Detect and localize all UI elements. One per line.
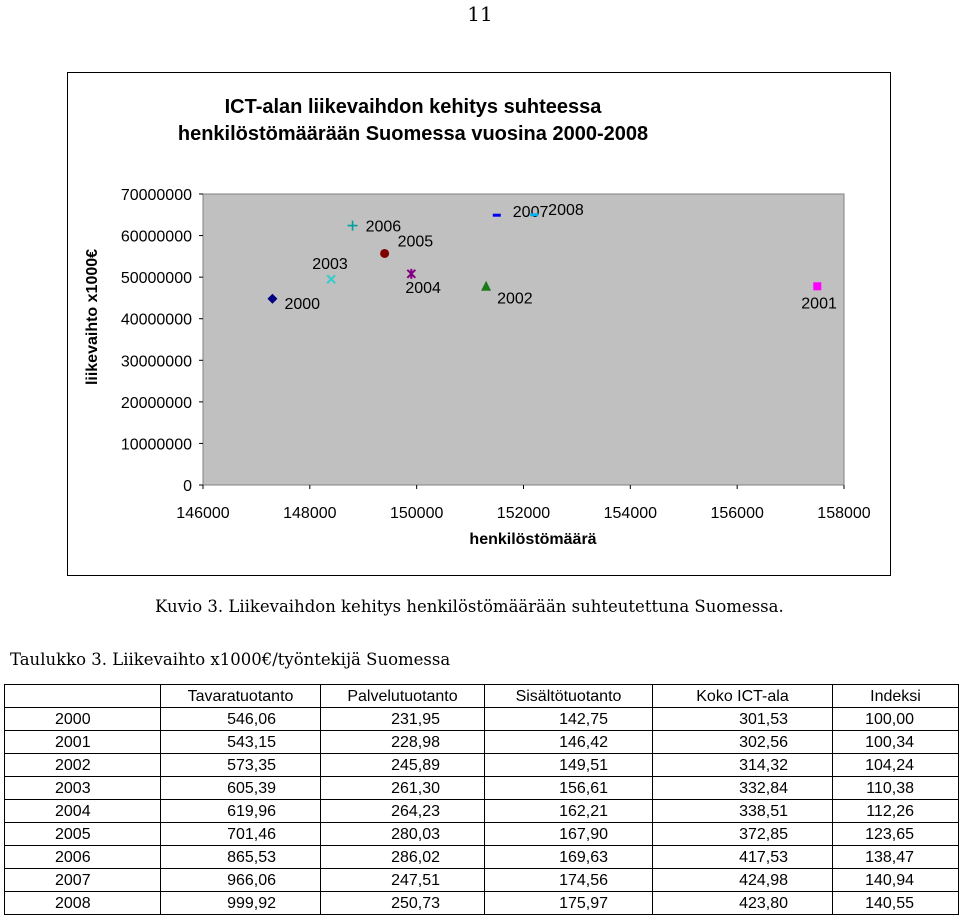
marker-square bbox=[813, 282, 821, 290]
column-header: Indeksi bbox=[833, 685, 959, 708]
table-row bbox=[5, 869, 959, 892]
table-cell: 423,80 bbox=[653, 892, 833, 915]
row-year: 2005 bbox=[5, 823, 161, 846]
point-label: 2002 bbox=[497, 290, 533, 308]
x-tick-label: 156000 bbox=[710, 505, 764, 522]
y-tick-label: 50000000 bbox=[120, 270, 192, 288]
y-tick-label: 40000000 bbox=[120, 311, 192, 329]
table-cell: 250,73 bbox=[321, 892, 485, 915]
table-cell: 149,51 bbox=[485, 754, 653, 777]
table-cell: 261,30 bbox=[321, 777, 485, 800]
table-cell: 110,38 bbox=[833, 777, 959, 800]
table-row bbox=[5, 823, 959, 846]
table-title: Taulukko 3. Liikevaihto x1000€/työntekijä Suomessa bbox=[10, 650, 451, 669]
point-label: 2000 bbox=[284, 295, 321, 313]
row-year: 2006 bbox=[5, 846, 161, 869]
scatter-chart bbox=[68, 73, 892, 577]
table-cell: 619,96 bbox=[161, 800, 321, 823]
table-cell: 314,32 bbox=[653, 754, 833, 777]
table-cell: 338,51 bbox=[653, 800, 833, 823]
table-cell: 417,53 bbox=[653, 846, 833, 869]
table-cell: 112,26 bbox=[833, 800, 959, 823]
table-cell: 286,02 bbox=[321, 846, 485, 869]
point-label: 2005 bbox=[397, 233, 434, 251]
row-year: 2007 bbox=[5, 869, 161, 892]
table-row bbox=[5, 731, 959, 754]
x-tick-label: 146000 bbox=[176, 505, 230, 522]
table-cell: 104,24 bbox=[833, 754, 959, 777]
table-cell: 966,06 bbox=[161, 869, 321, 892]
x-tick-label: 158000 bbox=[817, 505, 871, 522]
chart-frame bbox=[67, 72, 891, 576]
table-row bbox=[5, 777, 959, 800]
table-cell: 301,53 bbox=[653, 708, 833, 731]
chart-title-line-2: henkilöstömäärään Suomessa vuosina 2000-2008 bbox=[177, 123, 649, 145]
point-label: 2007 bbox=[512, 204, 549, 222]
table-cell: 264,23 bbox=[321, 800, 485, 823]
table-cell: 332,84 bbox=[653, 777, 833, 800]
table-cell: 605,39 bbox=[161, 777, 321, 800]
table-row bbox=[5, 892, 959, 915]
row-year: 2000 bbox=[5, 708, 161, 731]
y-tick-label: 0 bbox=[183, 478, 192, 495]
y-tick-label: 10000000 bbox=[120, 436, 192, 454]
table-cell: 865,53 bbox=[161, 846, 321, 869]
table-row bbox=[5, 846, 959, 869]
figure-caption: Kuvio 3. Liikevaihdon kehitys henkilöstömäärään suhteutettuna Suomessa. bbox=[155, 597, 784, 616]
table-cell: 280,03 bbox=[321, 823, 485, 846]
table-cell: 175,97 bbox=[485, 892, 653, 915]
column-header: Sisältötuotanto bbox=[485, 685, 653, 708]
column-header: Tavaratuotanto bbox=[161, 685, 321, 708]
table-cell: 302,56 bbox=[653, 731, 833, 754]
point-label: 2001 bbox=[801, 295, 837, 313]
x-tick-label: 150000 bbox=[389, 505, 444, 522]
x-tick-label: 148000 bbox=[283, 505, 337, 522]
table-cell: 146,42 bbox=[485, 731, 653, 754]
table-cell: 231,95 bbox=[321, 708, 485, 731]
x-tick-label: 154000 bbox=[603, 505, 658, 522]
table-cell: 174,56 bbox=[485, 869, 653, 892]
table-cell: 140,94 bbox=[833, 869, 959, 892]
x-tick-label: 152000 bbox=[496, 505, 551, 522]
point-label: 2003 bbox=[312, 256, 348, 274]
table-cell: 138,47 bbox=[833, 846, 959, 869]
column-header: Koko ICT-ala bbox=[653, 685, 833, 708]
marker-circle bbox=[380, 249, 389, 258]
table-cell: 162,21 bbox=[485, 800, 653, 823]
table-cell: 701,46 bbox=[161, 823, 321, 846]
page-number: 11 bbox=[467, 2, 493, 26]
table-cell: 140,55 bbox=[833, 892, 959, 915]
row-year: 2003 bbox=[5, 777, 161, 800]
data-table bbox=[4, 684, 959, 915]
table-row bbox=[5, 708, 959, 731]
row-year: 2008 bbox=[5, 892, 161, 915]
point-label: 2008 bbox=[548, 201, 584, 219]
point-label: 2006 bbox=[365, 218, 402, 236]
point-label: 2004 bbox=[405, 279, 441, 297]
row-year: 2004 bbox=[5, 800, 161, 823]
table-cell: 543,15 bbox=[161, 731, 321, 754]
y-tick-label: 70000000 bbox=[120, 187, 192, 204]
column-header bbox=[5, 685, 161, 708]
table-cell: 247,51 bbox=[321, 869, 485, 892]
column-header: Palvelutuotanto bbox=[321, 685, 485, 708]
y-tick-label: 30000000 bbox=[120, 353, 192, 371]
table-cell: 573,35 bbox=[161, 754, 321, 777]
table-cell: 424,98 bbox=[653, 869, 833, 892]
table-cell: 123,65 bbox=[833, 823, 959, 846]
table-cell: 228,98 bbox=[321, 731, 485, 754]
table-row bbox=[5, 800, 959, 823]
plot-area bbox=[203, 194, 844, 485]
table-cell: 372,85 bbox=[653, 823, 833, 846]
table-cell: 100,34 bbox=[833, 731, 959, 754]
table-cell: 999,92 bbox=[161, 892, 321, 915]
table-cell: 169,63 bbox=[485, 846, 653, 869]
table-cell: 142,75 bbox=[485, 708, 653, 731]
table-row bbox=[5, 754, 959, 777]
chart-title-line-1: ICT-alan liikevaihdon kehitys suhteessa bbox=[224, 96, 602, 118]
x-axis-label: henkilöstömäärä bbox=[469, 531, 597, 548]
y-tick-label: 20000000 bbox=[120, 394, 192, 412]
y-tick-label: 60000000 bbox=[120, 228, 192, 246]
table-cell: 100,00 bbox=[833, 708, 959, 731]
row-year: 2002 bbox=[5, 754, 161, 777]
y-axis-label: liikevaihto x1000€ bbox=[84, 248, 101, 386]
row-year: 2001 bbox=[5, 731, 161, 754]
table-cell: 245,89 bbox=[321, 754, 485, 777]
table-header-row bbox=[5, 685, 959, 708]
table-cell: 156,61 bbox=[485, 777, 653, 800]
table-cell: 546,06 bbox=[161, 708, 321, 731]
table-cell: 167,90 bbox=[485, 823, 653, 846]
